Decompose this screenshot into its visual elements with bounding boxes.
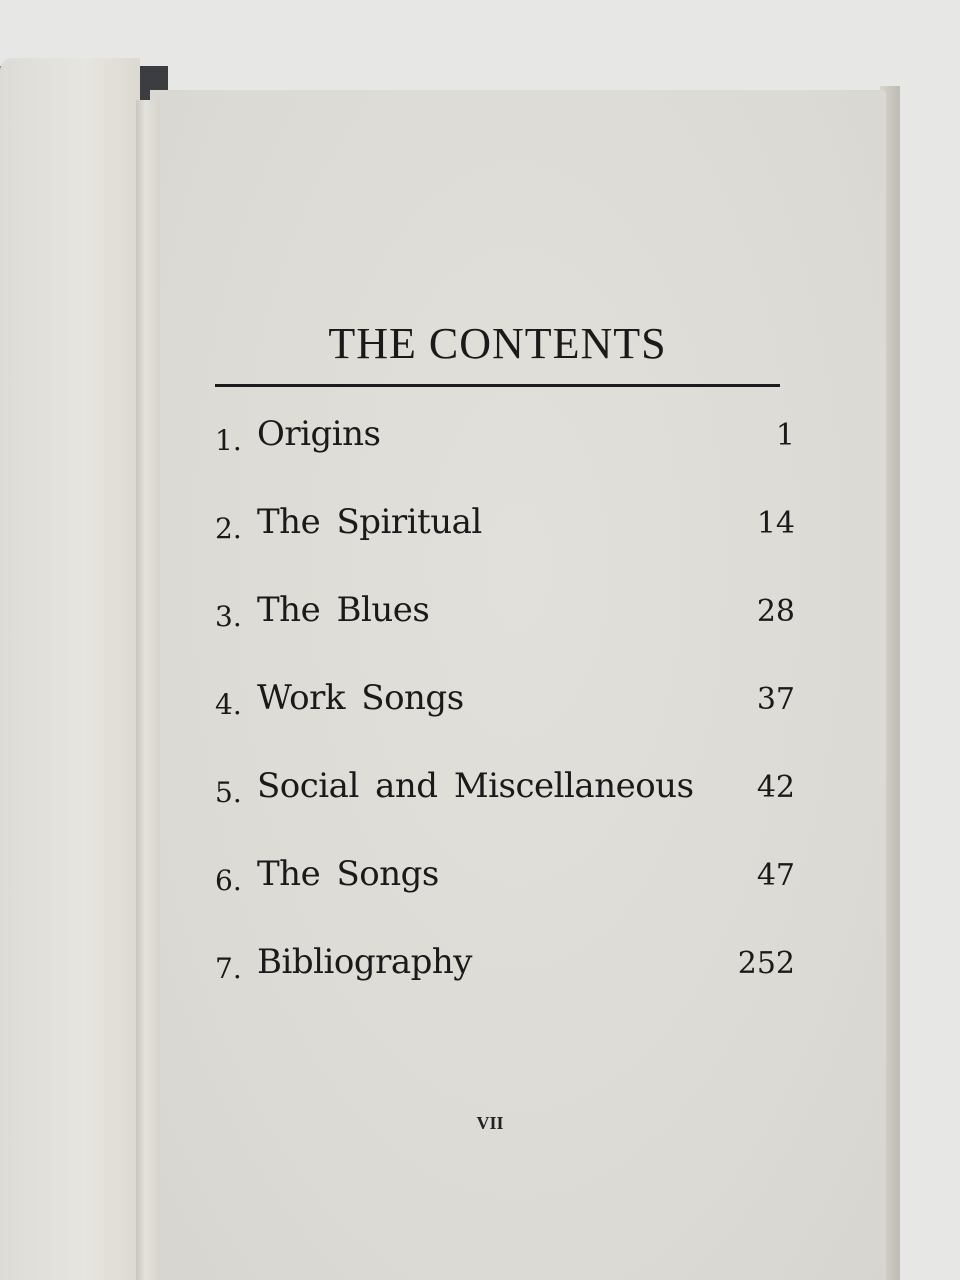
toc-entry-number: 1. bbox=[215, 424, 242, 457]
toc-entry-title: Work Songs bbox=[257, 678, 464, 718]
left-page bbox=[0, 58, 140, 1280]
toc-entry-page: 1 bbox=[775, 418, 795, 453]
toc-entry-title: The Spiritual bbox=[257, 502, 482, 542]
toc-entry-page: 14 bbox=[756, 506, 795, 541]
toc-entry-number: 3. bbox=[215, 600, 242, 633]
toc-entry-number: 2. bbox=[215, 512, 242, 545]
toc-entry-page: 47 bbox=[756, 858, 795, 893]
toc-entry bbox=[215, 854, 795, 942]
toc-entry-number: 6. bbox=[215, 864, 242, 897]
title-rule bbox=[215, 384, 780, 387]
toc-entry-page: 28 bbox=[756, 594, 795, 629]
toc-entry bbox=[215, 414, 795, 502]
toc-entry-page: 252 bbox=[737, 946, 795, 981]
toc-entry bbox=[215, 942, 795, 1030]
toc-entry-title: Bibliography bbox=[257, 942, 472, 982]
page-title: THE CONTENTS bbox=[328, 319, 667, 368]
toc-entry-page: 37 bbox=[756, 682, 795, 717]
toc-entry-page: 42 bbox=[756, 770, 795, 805]
toc-entry-title: Social and Miscellaneous bbox=[257, 766, 694, 806]
toc-entry-number: 5. bbox=[215, 776, 242, 809]
toc-entry bbox=[215, 502, 795, 590]
toc-entry-title: The Blues bbox=[257, 590, 430, 630]
toc-entry bbox=[215, 766, 795, 854]
toc-entry bbox=[215, 590, 795, 678]
toc-entry-number: 7. bbox=[215, 952, 242, 985]
toc-entry-number: 4. bbox=[215, 688, 242, 721]
table-of-contents bbox=[215, 414, 795, 1030]
toc-entry-title: The Songs bbox=[257, 854, 439, 894]
toc-entry bbox=[215, 678, 795, 766]
page-number: VII bbox=[476, 1113, 504, 1133]
toc-entry-title: Origins bbox=[257, 414, 381, 454]
book-gutter bbox=[136, 100, 160, 1280]
